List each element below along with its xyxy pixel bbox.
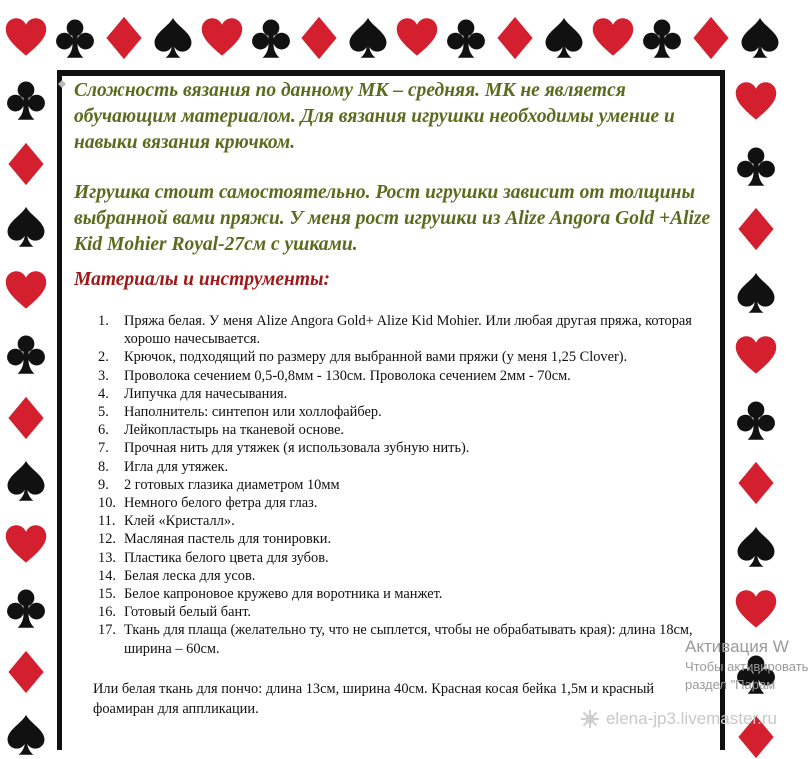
material-item-text: Проволока сечением 0,5-0,8мм - 130см. Проволока сечением 2мм - 70см. (124, 367, 571, 384)
material-item-text: Клей «Кристалл». (124, 513, 235, 530)
material-item-number: 1. (98, 313, 109, 329)
spade-suit-icon (734, 525, 778, 569)
spade-suit-icon (4, 205, 48, 249)
heart-suit-icon (200, 16, 244, 60)
material-item-text: Масляная пастель для тонировки. (124, 531, 332, 548)
diamond-suit-icon (734, 207, 778, 251)
spade-suit-icon (4, 713, 48, 757)
materials-note: Или белая ткань для пончо: длина 13см, ширина 40см. Красная косая бейка 1,5м и красный фоамиран для аппликации. (93, 681, 655, 717)
heart-suit-icon (591, 16, 635, 60)
material-item-number: 3. (98, 367, 109, 384)
material-item (98, 603, 698, 621)
material-item-number: 12. (98, 531, 116, 548)
material-item-number: 5. (98, 404, 109, 421)
intro-paragraph-2: Игрушка стоит самостоятельно. Рост игрушки зависит от толщины выбранной вами пряжи. У меня рост игрушки из Alize Angora Gold +Alize Kid Mohier Royal-27см с ушками. (74, 182, 711, 255)
heart-suit-icon (734, 588, 778, 632)
material-item-text: Немного белого фетра для глаз. (124, 495, 318, 512)
activation-line-2: раздел "Парам (685, 677, 776, 692)
heart-suit-icon (734, 80, 778, 124)
intro-paragraph-1: Сложность вязания по данному МК – средняя. МК не является обучающим материалом. Для вязания игрушки необходимы умение и навыки вязания крючком. (74, 80, 675, 153)
club-suit-icon (4, 586, 48, 630)
material-item-text: Игла для утяжек. (124, 458, 229, 475)
materials-list (98, 312, 698, 658)
material-item-text: Наполнитель: синтепон или холлофайбер. (124, 404, 382, 421)
material-item (98, 367, 698, 385)
club-suit-icon (4, 332, 48, 376)
material-item-text: Готовый белый бант. (124, 604, 251, 621)
material-item (98, 567, 698, 585)
spade-suit-icon (4, 459, 48, 503)
material-item (98, 458, 698, 476)
diamond-suit-icon (102, 16, 146, 60)
material-item-text: Прочная нить для утяжек (я использовала зубную нить). (124, 440, 470, 457)
material-item-text: Пряжа белая. У меня Alize Angora Gold+ Alize Kid Mohier. Или любая другая пряжа, которая хорошо начесывается. (124, 313, 692, 348)
site-watermark (580, 709, 777, 729)
material-item-text: Крючок, подходящий по размеру для выбранной вами пряжи (у меня 1,25 Clover). (124, 349, 628, 366)
material-item (98, 385, 698, 403)
diamond-suit-icon (689, 16, 733, 60)
heart-suit-icon (4, 523, 48, 567)
club-suit-icon (640, 16, 684, 60)
material-item-text: Белое капроновое кружево для воротника и манжет. (124, 586, 443, 603)
material-item-number: 10. (98, 495, 116, 512)
material-item (98, 403, 698, 421)
material-item-number: 15. (98, 586, 116, 603)
material-item-number: 9. (98, 476, 109, 493)
material-item-number: 11. (98, 513, 116, 530)
spade-suit-icon (151, 16, 195, 60)
material-item-text: Липучка для начесывания. (124, 385, 288, 402)
materials-heading: Материалы и инструменты: (74, 269, 331, 290)
material-item (98, 585, 698, 603)
spade-suit-icon (346, 16, 390, 60)
heart-suit-icon (4, 269, 48, 313)
club-suit-icon (4, 78, 48, 122)
club-suit-icon (734, 144, 778, 188)
club-suit-icon (734, 398, 778, 442)
material-item-text: Лейкопластырь на тканевой основе. (124, 422, 345, 439)
club-suit-icon (444, 16, 488, 60)
material-item (98, 348, 698, 366)
material-item (98, 512, 698, 530)
material-item-text: Пластика белого цвета для зубов. (124, 549, 329, 566)
heart-suit-icon (4, 16, 48, 60)
snowflake-icon (580, 709, 600, 729)
material-item-number: 17. (98, 622, 116, 639)
material-item-text: Белая леска для усов. (124, 567, 256, 584)
material-item-number: 4. (98, 385, 109, 402)
material-item-number: 7. (98, 440, 109, 457)
watermark-text: elena-jp3.livemaster.ru (605, 709, 777, 728)
material-item-number: 13. (98, 549, 116, 566)
heart-suit-icon (734, 334, 778, 378)
diamond-suit-icon (297, 16, 341, 60)
diamond-suit-icon (4, 396, 48, 440)
club-suit-icon (53, 16, 97, 60)
spade-suit-icon (734, 271, 778, 315)
bullet-diamond-icon (58, 80, 66, 88)
diamond-suit-icon (4, 650, 48, 694)
activation-line-1: Чтобы активировать (685, 659, 808, 674)
spade-suit-icon (542, 16, 586, 60)
diamond-suit-icon (4, 142, 48, 186)
heart-suit-icon (395, 16, 439, 60)
club-suit-icon (249, 16, 293, 60)
material-item (98, 312, 698, 348)
material-item-text: Ткань для плаща (желательно ту, что не сыплется, чтобы не обрабатывать края): длина 18см, ширина – 60см. (124, 622, 693, 657)
material-item-number: 14. (98, 567, 116, 584)
material-item (98, 476, 698, 494)
diamond-suit-icon (734, 461, 778, 505)
material-item (98, 421, 698, 439)
windows-activation-notice (685, 636, 808, 694)
material-item-number: 6. (98, 422, 109, 439)
material-item-number: 8. (98, 458, 109, 475)
material-item (98, 549, 698, 567)
material-item (98, 530, 698, 548)
material-item-number: 2. (98, 349, 109, 366)
diamond-suit-icon (493, 16, 537, 60)
material-item (98, 439, 698, 457)
material-item (98, 621, 698, 657)
spade-suit-icon (738, 16, 782, 60)
material-item (98, 494, 698, 512)
material-item-number: 16. (98, 604, 116, 621)
material-item-text: 2 готовых глазика диаметром 10мм (124, 476, 340, 493)
activation-title: Активация W (685, 637, 789, 656)
content-panel (57, 70, 725, 750)
